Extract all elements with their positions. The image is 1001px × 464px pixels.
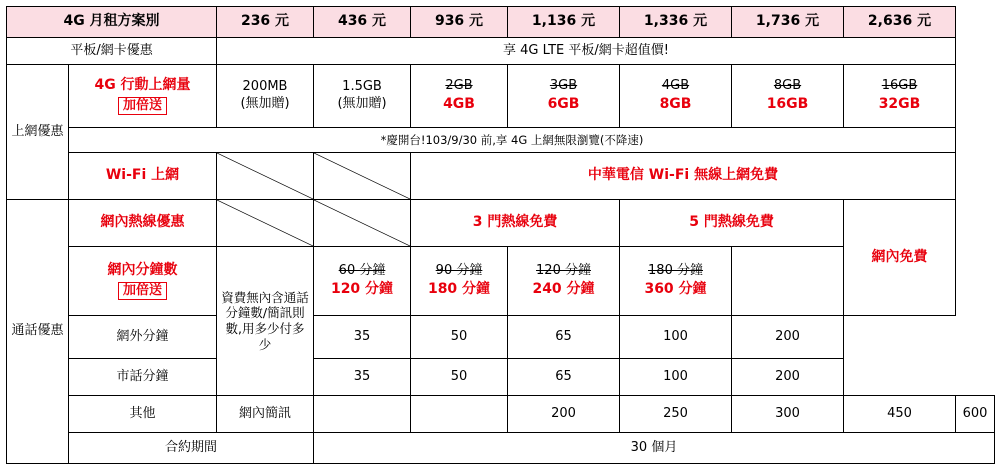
cell-onnet-1736-new: 360 分鐘 [644, 281, 707, 298]
label-hotline [69, 200, 217, 247]
cell-hotline-436-empty [314, 200, 411, 247]
row-hotline [7, 200, 995, 247]
cell-onnet-1736 [620, 247, 732, 316]
label-offnet-minutes: 網外分鐘 [69, 316, 217, 359]
row-contract [7, 433, 995, 464]
cell-data-236 [217, 65, 314, 128]
header-plan-1136: 1,136 元 [508, 7, 620, 38]
header-plan-1736: 1,736 元 [732, 7, 844, 38]
group-label-other-text: 其他 [129, 405, 156, 421]
data-volume-footnote: *慶開台!103/9/30 前,享 4G 上網無限瀏覽(不降速) [69, 128, 956, 153]
cell-sms-1736: 450 [844, 396, 956, 433]
cell-offnet-1136: 50 [411, 316, 508, 359]
cell-data-936-old: 2GB [445, 78, 473, 94]
label-onnet-minutes-badge: 加倍送 [118, 282, 167, 300]
row-landline-minutes [7, 359, 995, 396]
group-label-voice [7, 200, 69, 464]
value-contract: 30 個月 [314, 433, 995, 464]
label-hotline-text: 網內熱線優惠 [100, 214, 185, 231]
cell-data-1736 [732, 65, 844, 128]
cell-data-1336-new: 8GB [659, 96, 692, 113]
header-plan-436: 436 元 [314, 7, 411, 38]
cell-sms-436-empty [411, 396, 508, 433]
cell-data-1136-new: 6GB [547, 96, 580, 113]
cell-offnet-1736: 100 [620, 316, 732, 359]
label-onnet-minutes [69, 247, 217, 316]
value-wifi: 中華電信 Wi-Fi 無線上網免費 [411, 153, 956, 200]
value-tablet-card: 享 4G LTE 平板/網卡超值價! [217, 38, 956, 65]
cell-wifi-436-empty [314, 153, 411, 200]
group-label-other [69, 396, 217, 433]
cell-onnet-1336 [508, 247, 620, 316]
value-hotline-5: 5 門熱線免費 [620, 200, 844, 247]
cell-sms-1336: 300 [732, 396, 844, 433]
cell-data-936-new: 4GB [443, 96, 475, 113]
cell-data-2636 [844, 65, 956, 128]
cell-data-1336-old: 4GB [661, 78, 690, 94]
row-data-volume [7, 65, 995, 128]
label-data-volume-main: 4G 行動上網量 [94, 76, 191, 93]
cell-onnet-1736-old: 180 分鐘 [648, 263, 703, 279]
cell-hotline-236-empty [217, 200, 314, 247]
cell-sms-936: 200 [508, 396, 620, 433]
group-label-voice-text: 通話優惠 [11, 323, 64, 339]
cell-data-2636-new: 32GB [878, 96, 921, 113]
pricing-table [6, 6, 995, 464]
row-wifi [7, 153, 995, 200]
cell-data-436-top: 1.5GB [342, 79, 382, 95]
cell-onnet-1136 [411, 247, 508, 316]
cell-onnet-1136-new: 180 分鐘 [427, 281, 491, 298]
header-plan-label: 4G 月租方案別 [7, 7, 217, 38]
label-data-volume [69, 65, 217, 128]
value-hotline-3: 3 門熱線免費 [411, 200, 620, 247]
cell-data-436 [314, 65, 411, 128]
header-plan-936: 936 元 [411, 7, 508, 38]
cell-landline-1136: 50 [411, 359, 508, 396]
cell-data-1136 [508, 65, 620, 128]
cell-data-236-top: 200MB [242, 79, 288, 95]
cell-offnet-2636: 200 [732, 316, 844, 359]
cell-sms-236-empty [314, 396, 411, 433]
cell-offnet-1336: 65 [508, 316, 620, 359]
row-data-footnote [7, 128, 995, 153]
label-wifi-text: Wi-Fi 上網 [105, 167, 180, 184]
label-landline-minutes: 市話分鐘 [69, 359, 217, 396]
header-plan-2636: 2,636 元 [844, 7, 956, 38]
cell-data-1736-old: 8GB [773, 78, 802, 94]
cell-offnet-936: 35 [314, 316, 411, 359]
cell-landline-1336: 65 [508, 359, 620, 396]
cell-data-236-bottom: (無加贈) [240, 96, 290, 111]
row-offnet-minutes [7, 316, 995, 359]
note-no-bundled-minutes [217, 247, 314, 396]
label-wifi [69, 153, 217, 200]
cell-data-2636-old: 16GB [881, 78, 918, 94]
cell-wifi-236-empty [217, 153, 314, 200]
row-onnet-sms [7, 396, 995, 433]
cell-sms-2636: 600 [956, 396, 995, 433]
table-header-row [7, 7, 995, 38]
cell-data-436-bottom: (無加贈) [337, 96, 387, 111]
label-onnet-sms: 網內簡訊 [217, 396, 314, 433]
cell-onnet-1336-new: 240 分鐘 [532, 281, 595, 298]
header-plan-1336: 1,336 元 [620, 7, 732, 38]
label-contract: 合約期間 [69, 433, 314, 464]
cell-data-1736-new: 16GB [766, 96, 809, 113]
cell-onnet-936 [314, 247, 411, 316]
cell-landline-1736: 100 [620, 359, 732, 396]
label-onnet-minutes-main: 網內分鐘數 [107, 261, 178, 278]
cell-onnet-936-new: 120 分鐘 [330, 281, 394, 298]
cell-data-936 [411, 65, 508, 128]
cell-sms-1136: 250 [620, 396, 732, 433]
cell-onnet-936-old: 60 分鐘 [338, 263, 386, 279]
cell-onnet-1136-old: 90 分鐘 [435, 263, 483, 279]
note-no-bundled-minutes-text: 資費無內含通話分鐘數/簡訊則數,用多少付多少 [221, 289, 309, 352]
label-tablet-card: 平板/網卡優惠 [7, 38, 217, 65]
cell-data-1336 [620, 65, 732, 128]
cell-landline-936: 35 [314, 359, 411, 396]
value-onnet-free: 網內免費 [844, 200, 956, 316]
group-label-internet [7, 65, 69, 200]
cell-data-1136-old: 3GB [549, 78, 578, 94]
label-data-volume-badge: 加倍送 [118, 97, 167, 115]
header-plan-236: 236 元 [217, 7, 314, 38]
cell-onnet-1336-old: 120 分鐘 [536, 263, 591, 279]
group-label-internet-text: 上網優惠 [11, 123, 64, 139]
cell-landline-2636: 200 [732, 359, 844, 396]
row-tablet-card [7, 38, 995, 65]
